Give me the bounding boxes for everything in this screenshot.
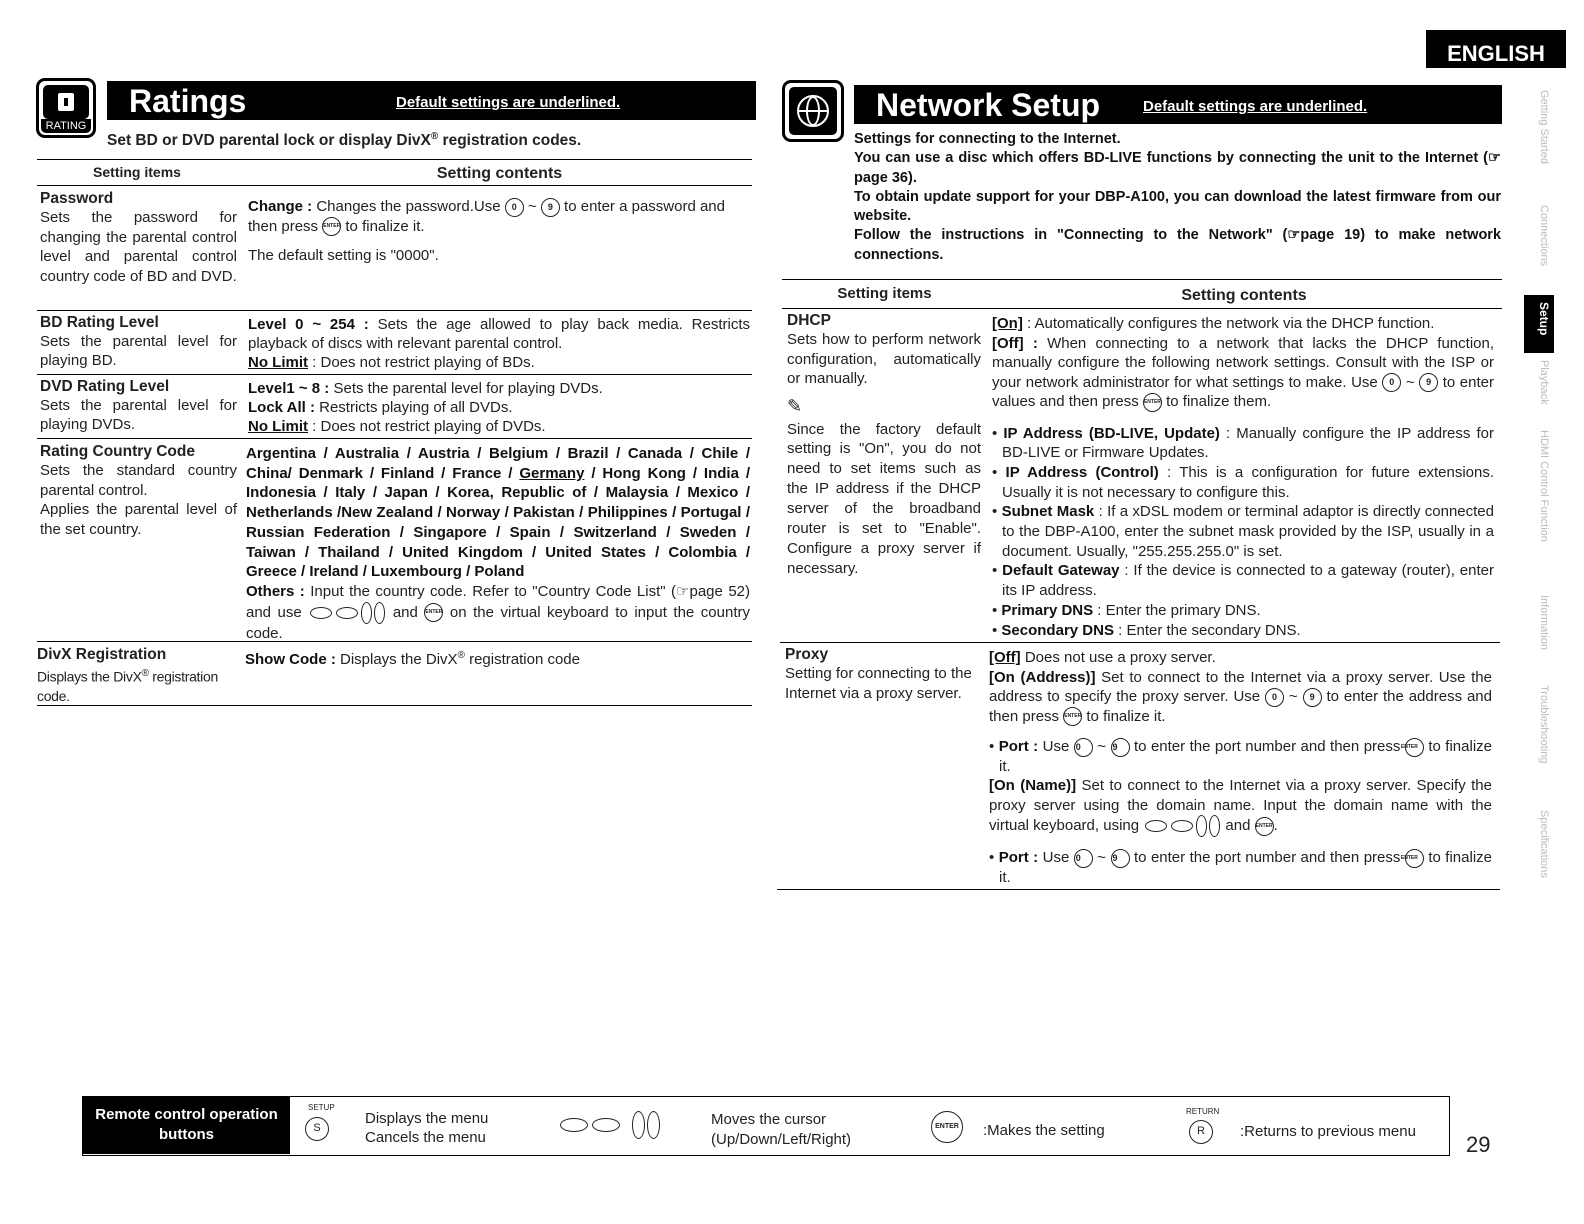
- enter-button-icon: ENTER: [1063, 707, 1082, 726]
- ratings-col-items: Setting items: [93, 164, 181, 180]
- dhcp-note: Since the factory default setting is "On", you do not need to set items such as the IP address if the DHCP server of the broadband router is set to "Enable". Configure a proxy server if necessary.: [787, 420, 981, 577]
- down-arrow-icon: [336, 607, 358, 619]
- dvd-rating-item: [40, 377, 237, 434]
- proxy-name: Proxy: [785, 646, 829, 663]
- zero-button-icon: 0: [505, 198, 524, 217]
- down-arrow-icon: [1171, 820, 1193, 832]
- globe-icon: [797, 95, 829, 127]
- enter-button-icon: ENTER: [1405, 849, 1424, 868]
- down-arrow-icon: [592, 1118, 620, 1132]
- bd-rating-item: [40, 313, 237, 370]
- note-pencil-icon: ✎: [787, 395, 803, 416]
- bd-rating-name: BD Rating Level: [40, 314, 159, 331]
- nine-button-icon: 9: [1303, 688, 1322, 707]
- ratings-banner: [107, 81, 756, 120]
- zero-button-icon: 0: [1265, 688, 1284, 707]
- nine-button-icon: 9: [1111, 738, 1130, 757]
- side-tab-hdmi-control[interactable]: HDMI Control Function: [1538, 430, 1550, 542]
- side-tab-setup-label: Setup: [1537, 302, 1551, 336]
- nine-button-icon: 9: [1419, 373, 1438, 392]
- enter-key-icon: ENTER: [931, 1111, 963, 1143]
- setup-text2: Cancels the menu: [365, 1129, 486, 1146]
- divx-contents: Show Code : Displays the DivX® registration code: [245, 650, 580, 668]
- side-tabs: [1524, 80, 1554, 910]
- proxy-item: [785, 645, 985, 703]
- divx-item: [37, 645, 242, 706]
- country-contents: [246, 444, 750, 644]
- zero-button-icon: 0: [1074, 738, 1093, 757]
- network-intro: Settings for connecting to the Internet. You can use a disc which offers BD-LIVE functions by connecting the unit to the Internet (☞page 36). To obtain update support for your DBP-A100, you can download the latest firmware from our website. Follow the instructions in "Connecting to the Network" (☞page 19) to make network connections.: [854, 131, 1502, 263]
- footer-bar: [82, 1096, 1450, 1156]
- setup-key-icon: S: [305, 1117, 329, 1141]
- bd-rating-contents: Level 0 ~ 254 : Sets the age allowed to play back media. Restricts playback of discs with relevant parental control. No Limit : Does not restrict playing of BDs.: [248, 316, 751, 371]
- ratings-col-contents: Setting contents: [436, 165, 563, 182]
- enter-button-icon: ENTER: [1143, 393, 1162, 412]
- footer-label: Remote control operation buttons: [83, 1097, 290, 1154]
- country-others: Others : Input the country code. Refer to "Country Code List" (☞page 52) and use and ENTER on the virtual keyboard to input the country code.: [246, 582, 751, 642]
- page-ref-icon: ☞: [1488, 150, 1501, 167]
- side-tab-specifications[interactable]: Specifications: [1538, 810, 1550, 878]
- dvd-rating-desc: Sets the parental level for playing DVDs.: [40, 397, 237, 433]
- setup-caption: SETUP: [308, 1103, 335, 1112]
- network-col-contents: Setting contents: [1181, 287, 1307, 304]
- return-text: :Returns to previous menu: [1240, 1123, 1416, 1140]
- side-tab-playback[interactable]: Playback: [1538, 360, 1550, 405]
- country-name: Rating Country Code: [40, 443, 195, 460]
- cursor-text1: Moves the cursor: [711, 1111, 827, 1128]
- dhcp-name: DHCP: [787, 312, 831, 329]
- side-tab-troubleshooting[interactable]: Troubleshooting: [1538, 685, 1550, 764]
- divx-desc: Displays the DivX® registration code.: [37, 668, 218, 704]
- dhcp-item: [787, 311, 981, 579]
- password-item: [40, 189, 237, 286]
- proxy-contents: [Off] Does not use a proxy server. [On (Address)] Set to connect to the Internet via a proxy server. Use the address to specify the proxy server. Use 0 ~ 9 to enter the address and then press ENTER to finalize it. • Port : Use 0 ~ 9 to enter the port number and then press ENTER to finalize it. [On (Name)] Set to connect to the Internet via a proxy server. Specify the proxy server using the domain name. Input the domain name with the virtual keyboard, using and ENTER. • Port : Use 0 ~ 9 to enter the port number and then press ENTER to finalize it.: [989, 649, 1492, 886]
- proxy-desc: Setting for connecting to the Internet via a proxy server.: [785, 665, 972, 702]
- dhcp-contents: [On] : Automatically configures the network via the DHCP function. [Off] : When connecting to a network that lacks the DHCP function, manually configure the following network settings. Consult with the ISP or your network administrator for what settings to make. Use 0 ~ 9 to enter values and then press ENTER to finalize them. • IP Address (BD-LIVE, Update) : Manually configure the IP address for BD-LIVE or Firmware Updates. • IP Address (Control) : This is a configuration for future extensions. Usually it is not necessary to configure this. • Subnet Mask : If a xDSL modem or terminal adaptor is directly connected to the DBP-A100, enter the subnet mask provided by the ISP, usually in a document. Usually, "255.255.255.0" is set. • Default Gateway : If the device is connected to a gateway (router), enter its IP address. • Primary DNS : Enter the primary DNS. • Secondary DNS : Enter the secondary DNS.: [992, 315, 1494, 639]
- zero-button-icon: 0: [1382, 373, 1401, 392]
- up-arrow-icon: [560, 1118, 588, 1132]
- page-ref-icon: ☞: [1287, 227, 1301, 244]
- left-arrow-icon: [632, 1111, 645, 1139]
- dvd-rating-contents: Level1 ~ 8 : Sets the parental level for playing DVDs. Lock All : Restricts playing of all DVDs. No Limit : Does not restrict playing of DVDs.: [248, 380, 603, 435]
- return-key-icon: R: [1189, 1120, 1213, 1144]
- side-tab-information[interactable]: Information: [1538, 595, 1550, 651]
- enter-button-icon: ENTER: [424, 603, 443, 622]
- enter-text: :Makes the setting: [983, 1122, 1105, 1139]
- setup-text1: Displays the menu: [365, 1110, 489, 1127]
- country-desc2: Applies the parental level of the set country.: [40, 501, 237, 538]
- left-arrow-icon: [1196, 815, 1207, 837]
- return-caption: RETURN: [1186, 1107, 1220, 1116]
- network-default-note: Default settings are underlined.: [1143, 98, 1368, 115]
- cursor-text2: (Up/Down/Left/Right): [711, 1131, 852, 1148]
- up-arrow-icon: [1145, 820, 1167, 832]
- enter-button-icon: ENTER: [322, 217, 341, 236]
- right-arrow-icon: [647, 1111, 660, 1139]
- enter-button-icon: ENTER: [1255, 817, 1274, 836]
- network-banner: [854, 85, 1502, 124]
- enter-button-icon: ENTER: [1405, 738, 1424, 757]
- password-name: Password: [40, 190, 114, 207]
- nine-button-icon: 9: [541, 198, 560, 217]
- cursor-keys: [558, 1111, 661, 1139]
- page-number: 29: [1466, 1132, 1491, 1157]
- network-col-items: Setting items: [837, 285, 932, 302]
- side-tab-getting-started[interactable]: Getting Started: [1538, 90, 1550, 164]
- dhcp-desc: Sets how to perform network configuration, automatically or manually.: [787, 331, 981, 387]
- divx-name: DivX Registration: [37, 646, 167, 663]
- ratings-default-note: Default settings are underlined.: [396, 94, 621, 111]
- page-ref-icon: ☞: [676, 582, 690, 600]
- zero-button-icon: 0: [1074, 849, 1093, 868]
- right-arrow-icon: [374, 602, 385, 624]
- ratings-subtitle: Set BD or DVD parental lock or display DivX® registration codes.: [107, 131, 582, 150]
- nine-button-icon: 9: [1111, 849, 1130, 868]
- dvd-rating-name: DVD Rating Level: [40, 378, 170, 395]
- lock-icon: [58, 93, 74, 111]
- bd-rating-desc: Sets the parental level for playing BD.: [40, 333, 237, 369]
- rating-icon-label: RATING: [41, 119, 91, 133]
- country-list: Argentina / Australia / Austria / Belgium / Brazil / Canada / Chile / China/ Denmark / Finland / France / Germany / Hong Kong / India / Indonesia / Italy / Japan / Korea, Republic of / Malaysia / Mexico / Netherlands /New Zealand / Norway / Pakistan / Philippines / Portugal / Russian Federation / Singapore / Spain / Switzerland / Sweden / Taiwan / Thailand / United Kingdom / United States / Colombia / Greece / Ireland / Luxembourg / Poland: [246, 445, 750, 581]
- network-icon: [782, 80, 844, 142]
- up-arrow-icon: [310, 607, 332, 619]
- right-arrow-icon: [1209, 815, 1220, 837]
- ratings-title: Ratings: [129, 83, 247, 119]
- password-desc: Sets the password for changing the parental control level and parental control country code of BD and DVD.: [40, 209, 237, 285]
- password-default: The default setting is "0000".: [248, 247, 439, 265]
- country-item: [40, 442, 237, 539]
- network-title: Network Setup: [876, 87, 1101, 123]
- side-tab-connections[interactable]: Connections: [1538, 205, 1550, 267]
- language-tab: ENGLISH: [1426, 30, 1566, 68]
- country-desc1: Sets the standard country parental control.: [40, 462, 237, 499]
- password-contents: Change : Changes the password.Use 0 ~ 9 to enter a password and then press ENTER to finalize it. The default setting is "0000".: [248, 197, 750, 265]
- ratings-icon: [36, 78, 96, 138]
- left-arrow-icon: [361, 602, 372, 624]
